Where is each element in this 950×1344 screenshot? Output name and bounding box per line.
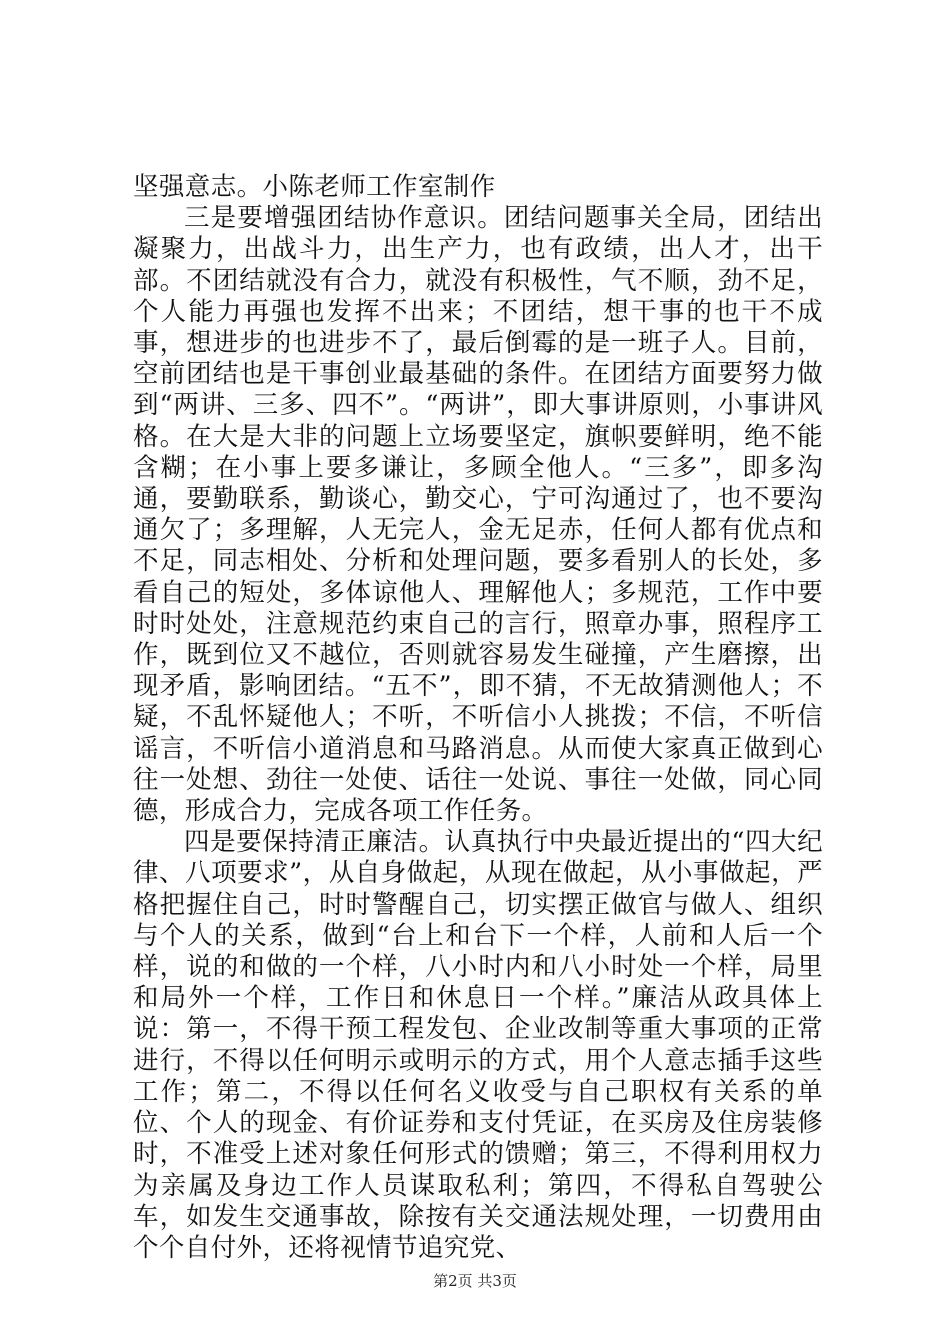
paragraph-unity-cooperation: 三是要增强团结协作意识。团结问题事关全局，团结出凝聚力，出战斗力，出生产力，也有政绩，出人才，出干部。不团结就没有合力，就没有积极性，气不顺，劲不足，个人能力再强也发挥不出来；不团结，想干事的也干不成事，想进步的也进步不了，最后倒霉的是一班子人。目前，空前团结也是干事创业最基础的条件。在团结方面要努力做到“两讲、三多、四不”。“两讲”，即大事讲原则，小事讲风格。在大是大非的问题上立场要坚定，旗帜要鲜明，绝不能含糊；在小事上要多谦让，多顾全他人。“三多”，即多沟通，要勤联系，勤谈心，勤交心，宁可沟通过了，也不要沟通欠了；多理解，人无完人，金无足赤，任何人都有优点和不足，同志相处、分析和处理问题，要多看别人的长处，多看自己的短处，多体谅他人、理解他人；多规范，工作中要时时处处，注意规范约束自己的言行，照章办事，照程序工作，既到位又不越位，否则就容易发生碰撞，产生磨擦，出现矛盾，影响团结。“五不”，即不猜，不无故猜测他人；不疑，不乱怀疑他人；不听，不听信小人挑拨；不信，不听信谣言，不听信小道消息和马路消息。从而使大家真正做到心往一处想、劲往一处使、话往一处说、事往一处做，同心同德，形成合力，完成各项工作任务。: [133, 203, 823, 827]
paragraph-integrity: 四是要保持清正廉洁。认真执行中央最近提出的“四大纪律、八项要求”，从自身做起，从现在做起，从小事做起，严格把握住自己，时时警醒自己，切实摆正做官与做人、组织与个人的关系，做到“台上和台下一个样，人前和人后一个样，说的和做的一个样，八小时内和八小时处一个样，局里和局外一个样，工作日和休息日一个样。”廉洁从政具体上说：第一，不得干预工程发包、企业改制等重大事项的正常进行，不得以任何明示或明示的方式，用个人意志插手这些工作；第二，不得以任何名义收受与自己职权有关系的单位、个人的现金、有价证券和支付凭证，在买房及住房装修时，不准受上述对象任何形式的馈赠；第三，不得利用权力为亲属及身边工作人员谋取私利；第四，不得私自驾驶公车，如发生交通事故，除按有关交通法规处理，一切费用由个个自付外，还将视情节追究党、: [133, 827, 823, 1263]
page-footer: 第2页 共3页: [433, 1272, 517, 1290]
paragraph-continuation: 坚强意志。小陈老师工作室制作: [133, 172, 496, 202]
document-body: [133, 172, 823, 1264]
